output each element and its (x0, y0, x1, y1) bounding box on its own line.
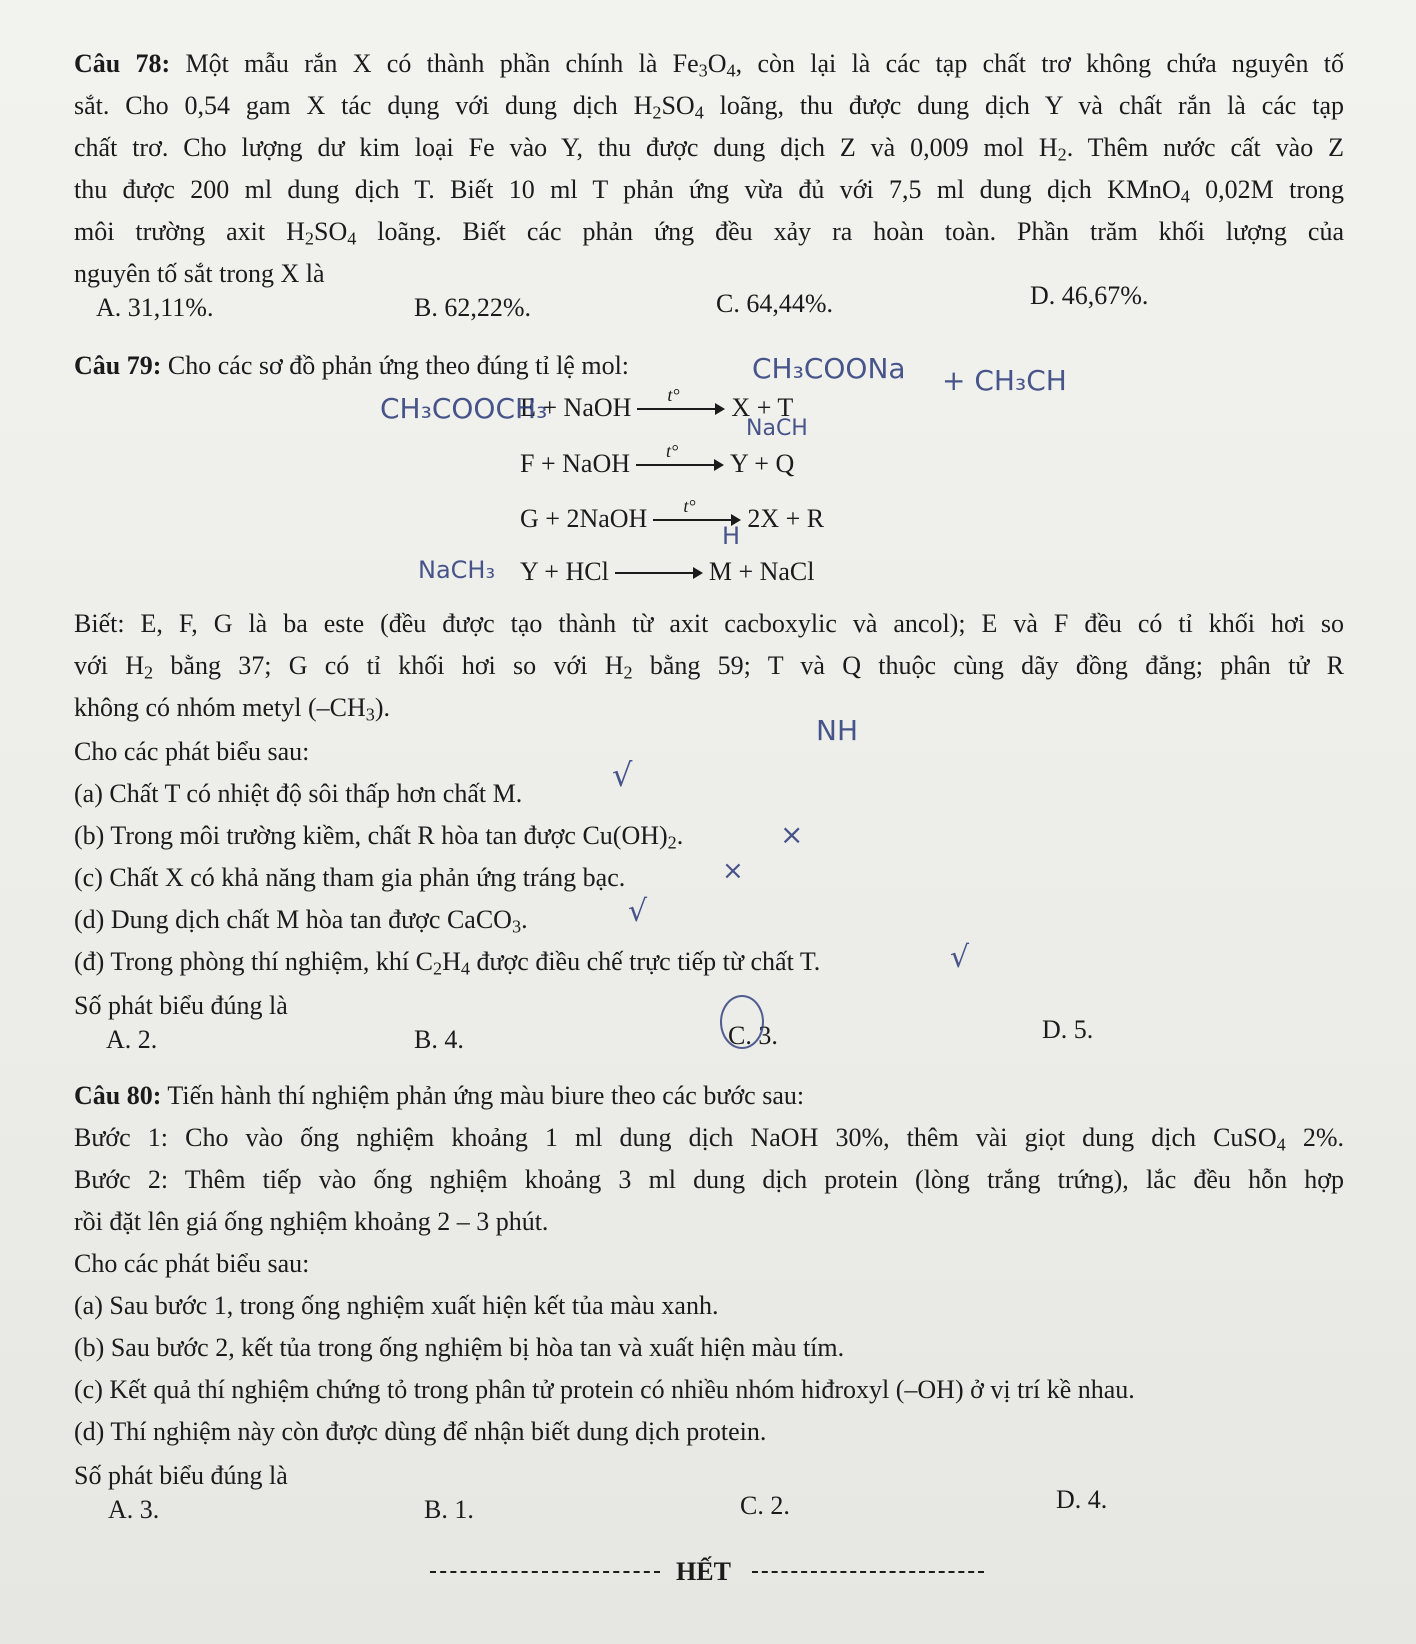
reaction-arrow: t° (637, 401, 725, 415)
q80-option-a: A. 3. (108, 1495, 160, 1524)
q80-statement-a: (a) Sau bước 1, trong ống nghiệm xuất hiện kết tủa màu xanh. (74, 1291, 719, 1320)
q79-statement-c: (c) Chất X có khả năng tham gia phản ứng tráng bạc. (74, 863, 626, 892)
reaction-arrow (615, 565, 703, 579)
q78-line-2: sắt. Cho 0,54 gam X tác dụng với dung dịch $H_2SO_4$ loãng, thu được dung dịch Y và chất rắn là các tạp (74, 91, 1344, 123)
q78-line-6: nguyên tố sắt trong X là (74, 259, 325, 288)
handwritten-note: NaCH (746, 416, 808, 441)
handwritten-note: CH₃COOCH₃ (380, 392, 548, 425)
reaction-3: G + 2NaOH t° 2X + R (520, 496, 825, 533)
q80-step-1: Bước 1: Cho vào ống nghiệm khoảng 1 ml dung dịch NaOH 30%, thêm vài giọt dung dịch CuSO$_4$ 2%. (74, 1123, 1344, 1155)
reaction-2: F + NaOH t° Y + Q (520, 441, 795, 478)
q78-line-1: Câu 78: Một mẫu rắn X có thành phần chính là $Fe_3O_4$, còn lại là các tạp chất trơ không chứa nguyên tố (74, 49, 1344, 81)
q78-option-d: D. 46,67%. (1030, 281, 1149, 310)
q79-question: Số phát biểu đúng là (74, 991, 288, 1020)
handwritten-note: NH (816, 714, 858, 747)
q78-line-5: môi trường axit $H_2SO_4$ loãng. Biết các phản ứng đều xảy ra hoàn toàn. Phần trăm khối lượng của (74, 217, 1344, 249)
q80-statement-b: (b) Sau bước 2, kết tủa trong ống nghiệm bị hòa tan và xuất hiện màu tím. (74, 1333, 845, 1362)
footer-dash-left (430, 1571, 660, 1573)
cross-mark: × (722, 856, 744, 886)
footer-dash-right (752, 1571, 984, 1573)
q80-question: Số phát biểu đúng là (74, 1461, 288, 1490)
q78-line-4: thu được 200 ml dung dịch T. Biết 10 ml T phản ứng vừa đủ với 7,5 ml dung dịch KMnO$_4$ 0,02M trong (74, 175, 1345, 207)
reaction-arrow: t° (653, 512, 741, 526)
q78-line-3: chất trơ. Cho lượng dư kim loại Fe vào Y, thu được dung dịch Z và 0,009 mol $H_2$. Thêm nước cất vào Z (74, 133, 1344, 165)
q78-option-c: C. 64,44%. (716, 289, 833, 318)
cross-mark: × (780, 818, 804, 851)
check-mark: √ (612, 756, 633, 794)
handwritten-note: H (722, 522, 741, 550)
reaction-arrow: t° (636, 457, 724, 471)
check-mark: √ (950, 940, 970, 975)
q80-option-b: B. 1. (424, 1495, 474, 1524)
footer-end-label: HẾT (676, 1557, 731, 1586)
q79-statements-intro: Cho các phát biểu sau: (74, 737, 310, 766)
q80-statements-intro: Cho các phát biểu sau: (74, 1249, 310, 1278)
q79-statement-d: (d) Dung dịch chất M hòa tan được CaCO$_3$. (74, 905, 528, 937)
q79-given-3: không có nhóm metyl $(-CH_3)$. (74, 693, 391, 725)
q80-statement-c: (c) Kết quả thí nghiệm chứng tỏ trong phân tử protein có nhiều nhóm hiđroxyl (–OH) ở vị trí kề nhau. (74, 1375, 1135, 1404)
q79-option-c: C. 3. (728, 1021, 778, 1050)
handwritten-note: + CH₃CH (942, 364, 1067, 397)
q80-statement-d: (d) Thí nghiệm này còn được dùng để nhận biết dung dịch protein. (74, 1417, 767, 1446)
q79-given-2: với $H_2$ bằng 37; G có tỉ khối hơi so với $H_2$ bằng 59; T và Q thuộc cùng dãy đồng đẳng; phân tử R (74, 651, 1345, 683)
check-mark: √ (628, 894, 648, 929)
q80-step-2: Bước 2: Thêm tiếp vào ống nghiệm khoảng 3 ml dung dịch protein (lòng trắng trứng), lắc đều hỗn hợp (74, 1165, 1344, 1194)
handwritten-note: CH₃COONa (752, 352, 906, 385)
reaction-4: Y + HCl M + NaCl (520, 557, 815, 586)
q79-given-1: Biết: E, F, G là ba este (đều được tạo thành từ axit cacboxylic và ancol); E và F đều có tỉ khối hơi so (74, 609, 1344, 638)
q79-statement-a: (a) Chất T có nhiệt độ sôi thấp hơn chất M. (74, 779, 523, 808)
q80-step-2-cont: rồi đặt lên giá ống nghiệm khoảng 2 – 3 phút. (74, 1207, 549, 1236)
q79-option-d: D. 5. (1042, 1015, 1094, 1044)
answer-circle-mark (720, 995, 764, 1049)
q79-heading: Câu 79: Cho các sơ đồ phản ứng theo đúng tỉ lệ mol: (74, 351, 630, 380)
q78-option-b: B. 62,22%. (414, 293, 531, 322)
q79-option-b: B. 4. (414, 1025, 464, 1054)
q80-option-c: C. 2. (740, 1491, 790, 1520)
reaction-1: E + NaOH t° X + T (520, 385, 794, 422)
q79-statement-dd: (đ) Trong phòng thí nghiệm, khí $C_2H_4$ được điều chế trực tiếp từ chất T. (74, 947, 821, 979)
q80-heading: Câu 80: Tiến hành thí nghiệm phản ứng màu biure theo các bước sau: (74, 1081, 805, 1110)
q79-statement-b: (b) Trong môi trường kiềm, chất R hòa tan được $Cu(OH)_2$. (74, 821, 684, 853)
handwritten-note: NaCH₃ (418, 556, 496, 584)
q79-option-a: A. 2. (106, 1025, 158, 1054)
q80-option-d: D. 4. (1056, 1485, 1108, 1514)
q78-option-a: A. 31,11%. (96, 293, 214, 322)
